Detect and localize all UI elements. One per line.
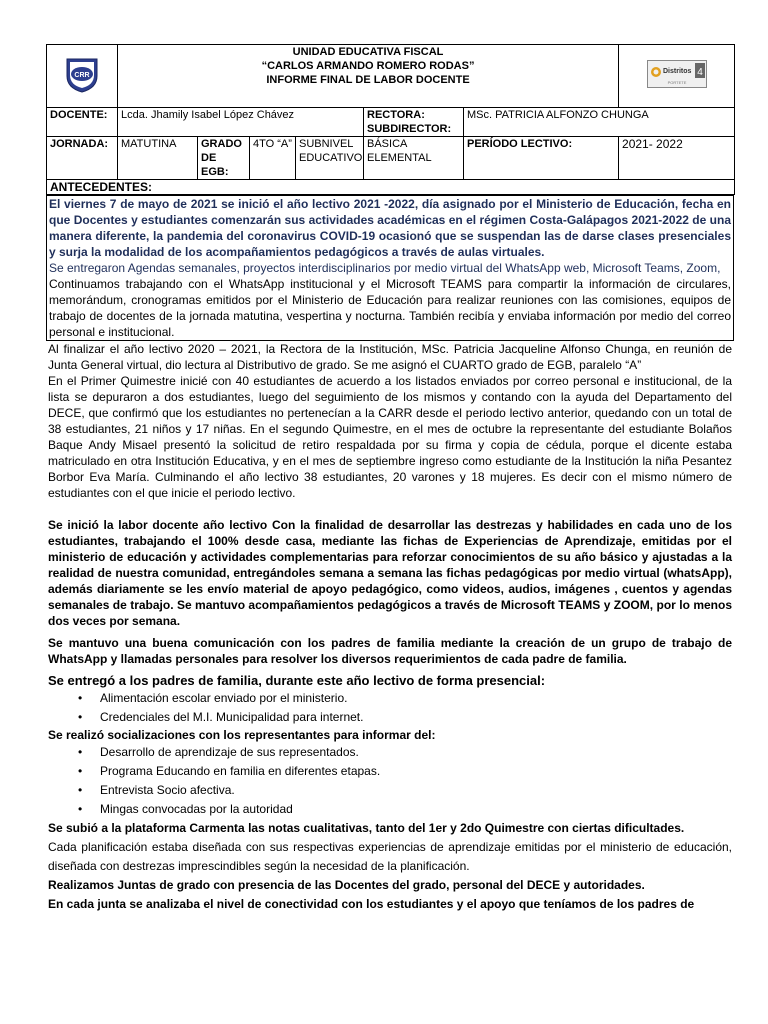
distritos-logo [647, 60, 707, 88]
docente-label: DOCENTE: [47, 108, 118, 137]
jornada-value: MATUTINA [118, 137, 198, 180]
paragraph-agendas: Se entregaron Agendas semanales, proyectos interdisciplinarios por medio virtual del WhatsApp web, Microsoft Teams, Zoom, [49, 261, 721, 275]
list-item: • Credenciales del M.I. Municipalidad para internet. [78, 708, 732, 727]
paragraph-delivered: Se entregó a los padres de familia, durante este año lectivo de forma presencial: [48, 673, 546, 688]
paragraph-students: En el Primer Quimestre inicié con 40 estudiantes de acuerdo a los listados enviados por correo personal e institucional, de la lista se depuraron a dos estudiantes, luego del seguimiento de los mismos y contando con la ayuda del Departamento del DECE, que confirmó que los estudiantes no pertenecían a la CARR desde el periodo lectivo anterior, quedando con un total de 38 estudiantes, 21 niños y 17 niñas. En el segundo Quimestre, en el mes de octubre la representante del estudiante Bolaños Baque Andy Misael presentó la solicitud de retiro respaldada por su firma y copia de cédula, porque el dicente estaba matriculado en otra Institución Educativa, y en el mes de septiembre ingreso como estudiante de la Institución la niña Pesantez Borbor Eva María. Culminando el año lectivo 38 estudiantes, 20 varones y 18 mujeres. Es decir con el mismo número de estudiantes con el que inicie el periodo lectivo. [48, 374, 732, 500]
periodo-value: 2021- 2022 [619, 137, 735, 180]
rectora-value: MSc. PATRICIA ALFONZO CHUNGA [464, 108, 735, 137]
school-logo [62, 54, 102, 94]
paragraph-whatsapp-teams: Continuamos trabajando con el WhatsApp institucional y el Microsoft TEAMS para compartir la información de circulares, memorándum, cronogramas emitidos por el Ministerio de Educación para realizar reuniones con las comisiones, equipos de trabajo de docentes de la jornada matutina, vespertina y nocturna. También recibía y enviaba información por medio del correo personal e institucional. [49, 277, 731, 339]
paragraph-communication: Se mantuvo una buena comunicación con los padres de familia mediante la creación de un grupo de trabajo de WhatsApp y llamadas personales para resolver los diversos requerimientos de cada padre de familia. [48, 636, 732, 666]
title-block [118, 45, 619, 108]
paragraph-planning: Cada planificación estaba diseñada con sus respectivas experiencias de aprendizaje emitidas por el ministerio de educación, diseñada con destrezas imprescindibles según la necesidad de la planificación. [48, 840, 732, 873]
subnivel-label: SUBNIVEL EDUCATIVO [296, 137, 364, 180]
school-logo-text: CRR [74, 72, 90, 79]
antecedentes-label: ANTECEDENTES: [47, 180, 735, 195]
header-table [46, 44, 735, 195]
list-item: • Desarrollo de aprendizaje de sus representados. [78, 743, 732, 762]
delivered-list [48, 689, 732, 727]
socializations-list [48, 743, 732, 819]
paragraph-school-year-start: El viernes 7 de mayo de 2021 se inició el año lectivo 2021 -2022, día asignado por el Ministerio de Educación, fecha en que Docentes y estudiantes comenzarán sus actividades académicas en el régimen Costa-Galápagos 2021-2022 de una manera diferente, la pandemia del coronavirus COVID-19 ocasionó que se suspendan las de darse clases presenciales y surja la modalidad de los acompañamientos pedagógicos a través de aulas virtuales. [49, 197, 731, 259]
list-item: • Entrevista Socio afectiva. [78, 781, 732, 800]
list-item: • Programa Educando en familia en diferentes etapas. [78, 762, 732, 781]
grado-label: GRADO DE EGB: [198, 137, 250, 180]
school-logo-cell [47, 45, 118, 108]
paragraph-teaching-work: Se inició la labor docente año lectivo Con la finalidad de desarrollar las destrezas y habilidades en cada uno de los estudiantes, trabajando el 100% desde casa, mediante las fichas de Experiencias de Aprendizaje, emitidas por el ministerio de educación y actividades complementarias para reforzar conocimientos de su año básico y ajustadas a la realidad de nuestra comunidad, entregándoles semana a semana las fichas pedagógicas por medio virtual (whatsApp), además diariamente se les envío material de apoyo pedagógico, como videos, audios, imágenes , cuentos y agendas semanales de trabajo. Se mantuvo acompañamientos pedagógicos a través de Microsoft TEAMS y ZOOM, por lo menos dos veces por semana. [48, 518, 732, 628]
paragraph-juntas: Realizamos Juntas de grado con presencia de las Docentes del grado, personal del DECE y autoridades. [48, 878, 645, 892]
jornada-label: JORNADA: [47, 137, 118, 180]
distritos-logo-text: Distritos [662, 68, 691, 75]
paragraph-distributivo: Al finalizar el año lectivo 2020 – 2021, la Rectora de la Institución, MSc. Patricia Jacqueline Alfonso Chunga, en reunión de Junta General virtual, dio lectura al Distributivo de grado. Se me asignó el CUARTO grado de EGB, paralelo “A” [48, 342, 732, 372]
paragraph-carmenta: Se subió a la plataforma Carmenta las notas cualitativas, tanto del 1er y 2do Quimestre con ciertas dificultades. [48, 821, 685, 835]
distritos-logo-sub: PORTETE [667, 80, 686, 85]
rectora-label: RECTORA: SUBDIRECTOR: [364, 108, 464, 137]
grado-value: 4TO “A” [250, 137, 296, 180]
subnivel-value: BÁSICA ELEMENTAL [364, 137, 464, 180]
institution-name: “CARLOS ARMANDO ROMERO RODAS” [261, 60, 475, 72]
periodo-label: PERÍODO LECTIVO: [464, 137, 619, 180]
report-body [46, 195, 734, 914]
paragraph-connectivity: En cada junta se analizaba el nivel de conectividad con los estudiantes y el apoyo que teníamos de los padres de [48, 897, 695, 911]
list-item: • Alimentación escolar enviado por el ministerio. [78, 689, 732, 708]
list-item: • Mingas convocadas por la autoridad [78, 800, 732, 819]
document-page [46, 44, 734, 914]
intro-box [46, 195, 734, 341]
institution-type: UNIDAD EDUCATIVA FISCAL [292, 46, 444, 58]
distritos-logo-number: 4 [696, 67, 703, 78]
docente-value: Lcda. Jhamily Isabel López Chávez [118, 108, 364, 137]
paragraph-socializations: Se realizó socializaciones con los representantes para informar del: [48, 728, 436, 742]
distritos-logo-cell [619, 45, 735, 108]
report-title: INFORME FINAL DE LABOR DOCENTE [266, 74, 470, 86]
